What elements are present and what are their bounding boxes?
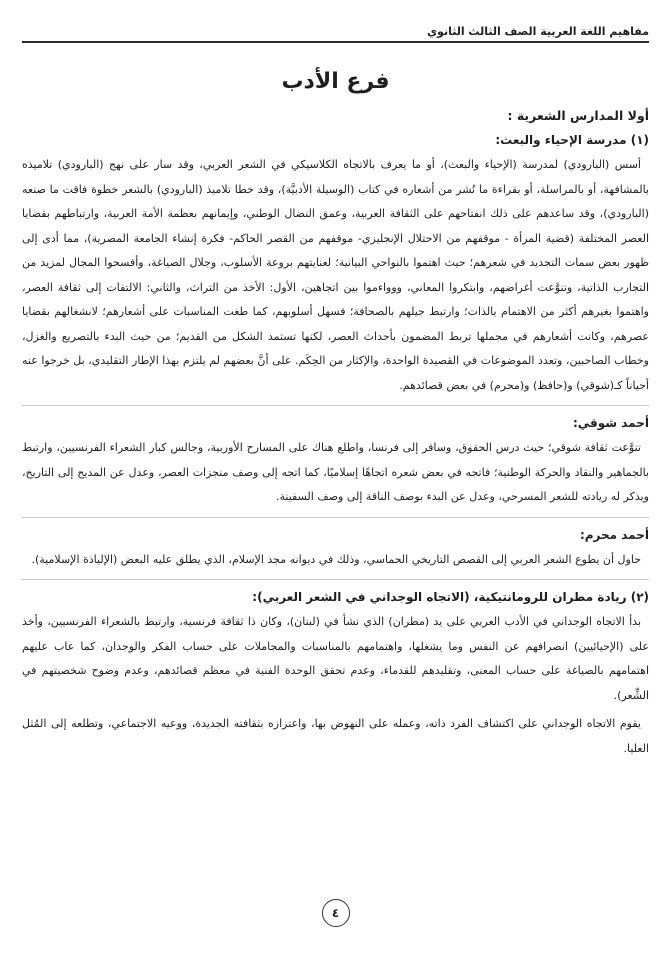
divider [22, 517, 649, 518]
heading-ahmed-shawqi: أحمد شوقي: [572, 416, 649, 430]
paragraph-shawqi: تنوَّعت ثقافة شوقي؛ حيث درس الحقوق، وسافر إلى فرنسا، واطلع هناك على المسارح الأوربية، وجالس كبار الشعراء الفرنسيين، وارتبط بالجماهير والنقاد والحركة الوطنية؛ فاتجه في بعض شعره اتجاهًا إسلاميًا، كما اتجه إلى وصف منجزات العصر، وعدل عن المديح إلى التاريخ، ويذكر له ريادته للشعر المسرحي، وعدل عن البدء بوصف الناقة إلى وصف السفينة. [22, 441, 649, 503]
heading-mutran-romanticism: (٢) ريادة مطران للرومانتيكية، (الاتجاه الوجداني في الشعر العربي): [252, 590, 649, 604]
page-title: فرع الأدب [281, 69, 390, 94]
page-header [22, 0, 649, 43]
paragraph-moharram: حاول أن يطوع الشعر العربي إلى القصص التاريخي الحماسي، وذلك في ديوانه مجد الإسلام، الذي يطلق عليه البعض (الإلياذة الإسلامية). [31, 552, 641, 566]
heading-ahmed-moharram: أحمد محرم: [579, 527, 649, 542]
heading-ihya-school: (١) مدرسة الإحياء والبعث: [495, 133, 649, 147]
paragraph-mutran-1: بدأ الاتجاه الوجداني في الأدب العربي على يد (مطران) الذي نشأ في (لبنان)، وكان ذا ثقافة فرنسية، وارتبط بالشعراء الفرنسيين، وأخذ على (الإحيائيين) انصرافهم عن النفس وما يشغلها، واهتمامهم بالمناسبات والمجاملات على حساب الفكر والوجدان، كما عاب عليهم اهتمامهم بالصياغة على حساب المعنى، وتقليدهم للقدماء، وعدم تحقق الوحدة الفنية في معظم قصائدهم، وعدم وضوح شخصيتهم في الشِّعر). [22, 615, 649, 702]
section-heading-poetic-schools: أولا المدارس الشعرية : [507, 108, 649, 123]
paragraph-mutran-2: يقوم الاتجاه الوجداني على اكتشاف الفرد ذاته، وعمله على النهوض بها، واعتزازه بثقافته الجديدة، ووعيه الاجتماعي، وتطلعه إلى المُثل العليا. [22, 717, 649, 755]
divider [22, 405, 649, 406]
page-number: ٤ [322, 899, 350, 927]
header-text: مفاهيم اللغة العربية الصف الثالث الثانوي [426, 25, 649, 38]
paragraph-ihya: أسس (البارودي) لمدرسة (الإحياء والبعث)، أو ما يعرف بالاتجاه الكلاسيكي في الشعر العربي، وقد سار على نهج (البارودي) تلاميذه بالمشافهة، أو بالمراسلة، أو بقراءة ما نُشر من أشعاره في كتاب (الوسيلة الأدبيَّة)، وقد خطا تلاميذ (البارودي) بالشعر خطوة فاقت ما صنعه (البارودي)، وقد ساعدهم على ذلك انفتاحهم على الثقافة العربية، وعمق النضال الوطني، وإيمانهم بعظمة الأمة العربية، وارتباطهم بقضايا العصر المختلفة (قضية المرأة - موقفهم من الاحتلال الإنجليزي- موقفهم من القصر الحاكم- فكرة إنشاء الجامعة المصرية)، مما أدى إلى ظهور بعض سمات التجديد في شعرهم؛ حيث اهتموا بالنواحي البيانية؛ لعنايتهم بروعة الأسلوب، وجلال الصياغة، وأفسحوا المجال لمزيد من التجارب الذاتية، وتنوَّعت أغراضهم، وابتكروا المعاني، ووواءموا بين اتجاهين، الأول: الأخذ من التراث، والثاني: الالتفات إلى ثقافة العصر، واهتموا بغيرهم أكثر من الاهتمام بالذات؛ وارتبط جيلهم بالصحافة؛ فسهل أسلوبهم، كما طغت المناسبات على أشعارهم؛ لانشغالهم بقضايا عصرهم، وكانت أشعارهم في مجملها تربط المضمون بأحداث العصر، لكنها تستمد الشكل من القديم؛ من حيث البدء بالتصريع والغزل، وخطاب الصاحبين، وتعدد الموضوعات في القصيدة الواحدة، والإكثار من الحِكَم. على أنَّ بعضهم لم يلتزم بهذا الإطار التقليدي، بل خرجوا عنه أحياناً كـ(شوقي) و(حافظ) و(محرم) في بعض قصائدهم. [22, 158, 649, 392]
divider [22, 579, 649, 580]
